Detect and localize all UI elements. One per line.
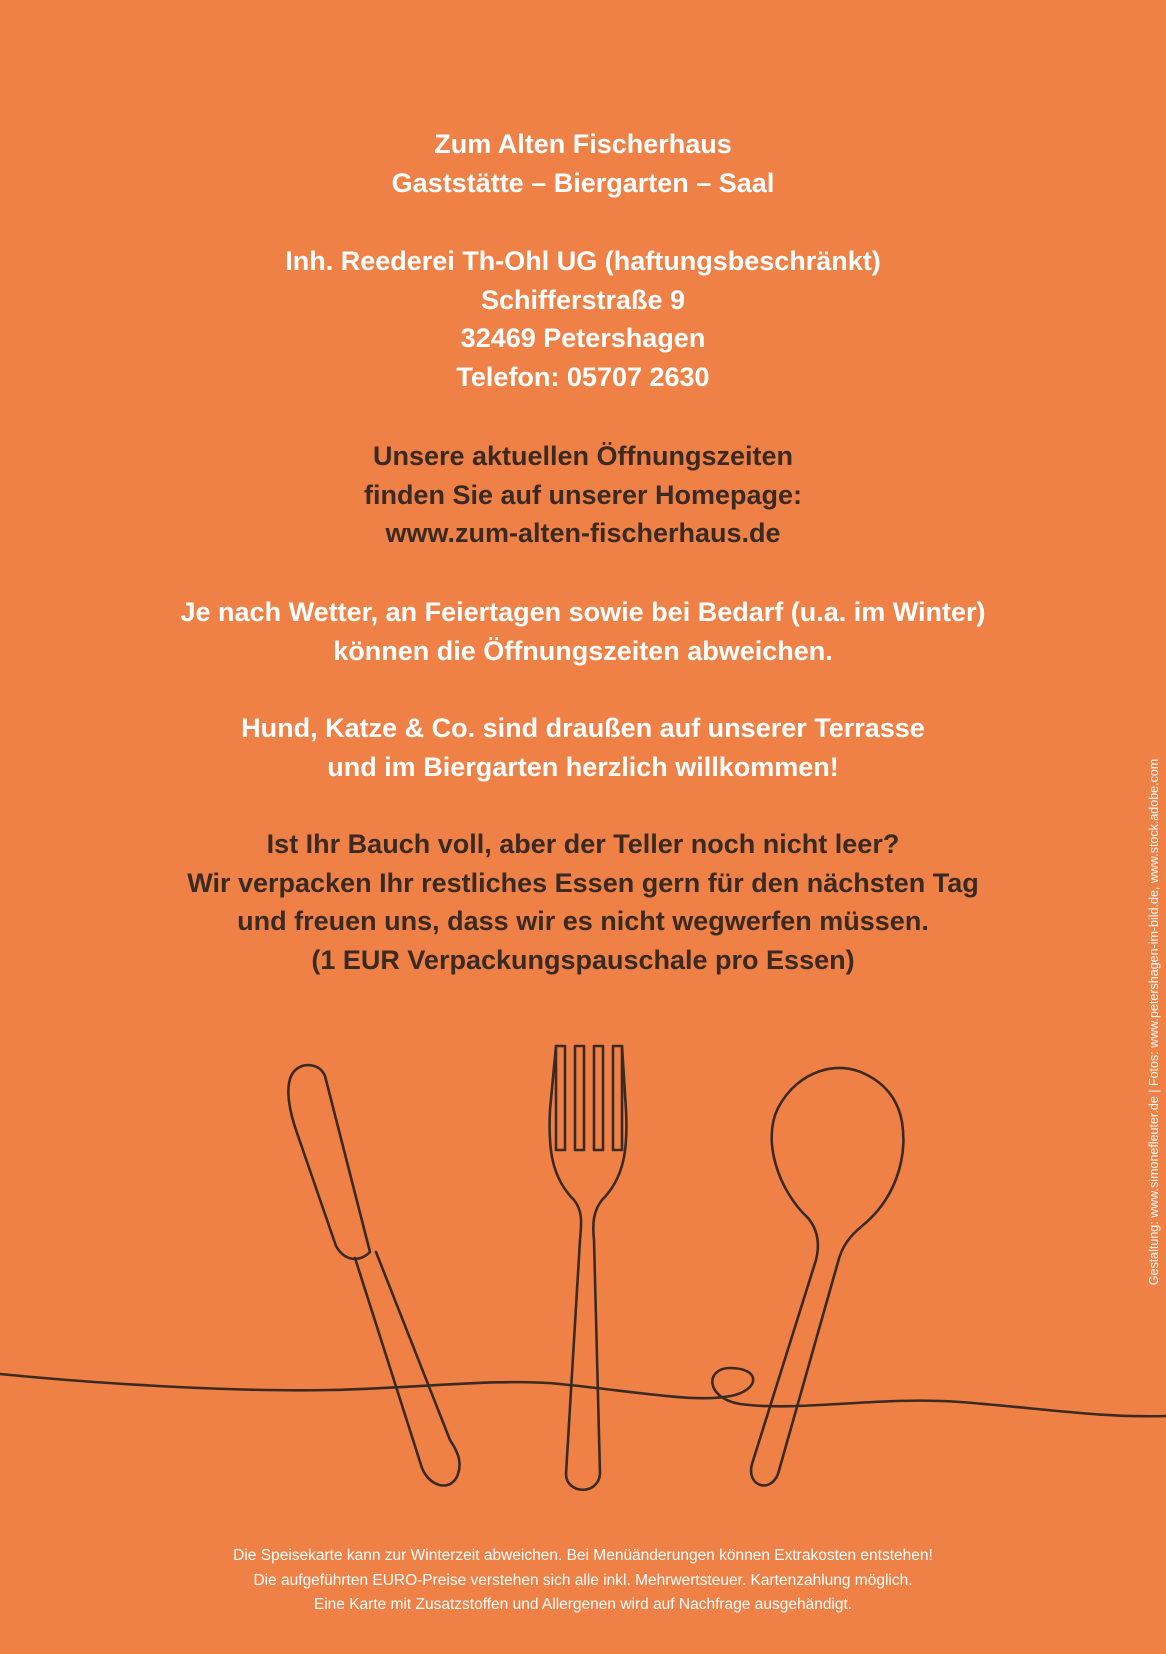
leftovers-line-1: Ist Ihr Bauch voll, aber der Teller noch nicht leer? (266, 829, 900, 859)
leftovers-line-4: (1 EUR Verpackungspauschale pro Essen) (311, 944, 855, 975)
weather-note-line-1: Je nach Wetter, an Feiertagen sowie bei Bedarf (u.a. im Winter) (180, 597, 986, 627)
city-line: 32469 Petershagen (460, 323, 706, 353)
wave-line (0, 1368, 1166, 1416)
restaurant-tagline: Gaststätte – Biergarten – Saal (391, 167, 775, 198)
footer-line-3: Eine Karte mit Zusatzstoffen und Allergenen wird auf Nachfrage ausgehändigt. (313, 1596, 853, 1613)
footer-line-2: Die aufgeführten EURO-Preise verstehen sich alle inkl. Mehrwertsteuer. Kartenzahlung möglich. (253, 1571, 913, 1589)
phone-line: Telefon: 05707 2630 (456, 361, 710, 392)
owner-line: Inh. Reederei Th-Ohl UG (haftungsbeschränkt) (285, 246, 881, 276)
leftovers-line-3: und freuen uns, dass wir es nicht wegwerfen müssen. (237, 906, 929, 936)
knife-icon (288, 1065, 459, 1485)
design-credit: Gestaltung: www.simonefleuter.de | Fotos: www.petershagen-im-bild.de, www.stock.adobe.com (1147, 758, 1161, 1286)
hours-line-2: finden Sie auf unserer Homepage: (363, 479, 803, 510)
hours-line-1: Unsere aktuellen Öffnungszeiten (372, 441, 794, 471)
fork-icon (550, 1046, 627, 1490)
street-line: Schifferstraße 9 (480, 284, 686, 315)
footer-line-1: Die Speisekarte kann zur Winterzeit abweichen. Bei Menüänderungen können Extrakosten entstehen! (233, 1547, 933, 1564)
restaurant-name: Zum Alten Fischerhaus (434, 129, 732, 159)
footer-notes (0, 1544, 1166, 1618)
pets-note-line-2: und im Biergarten herzlich willkommen! (327, 751, 839, 782)
pets-note-line-1: Hund, Katze & Co. sind draußen auf unserer Terrasse (241, 713, 925, 743)
homepage-url: www.zum-alten-fischerhaus.de (385, 518, 781, 548)
leftovers-line-2: Wir verpacken Ihr restliches Essen gern für den nächsten Tag (187, 867, 979, 898)
weather-note-line-2: können die Öffnungszeiten abweichen. (333, 635, 833, 666)
spoon-icon (751, 1068, 903, 1485)
